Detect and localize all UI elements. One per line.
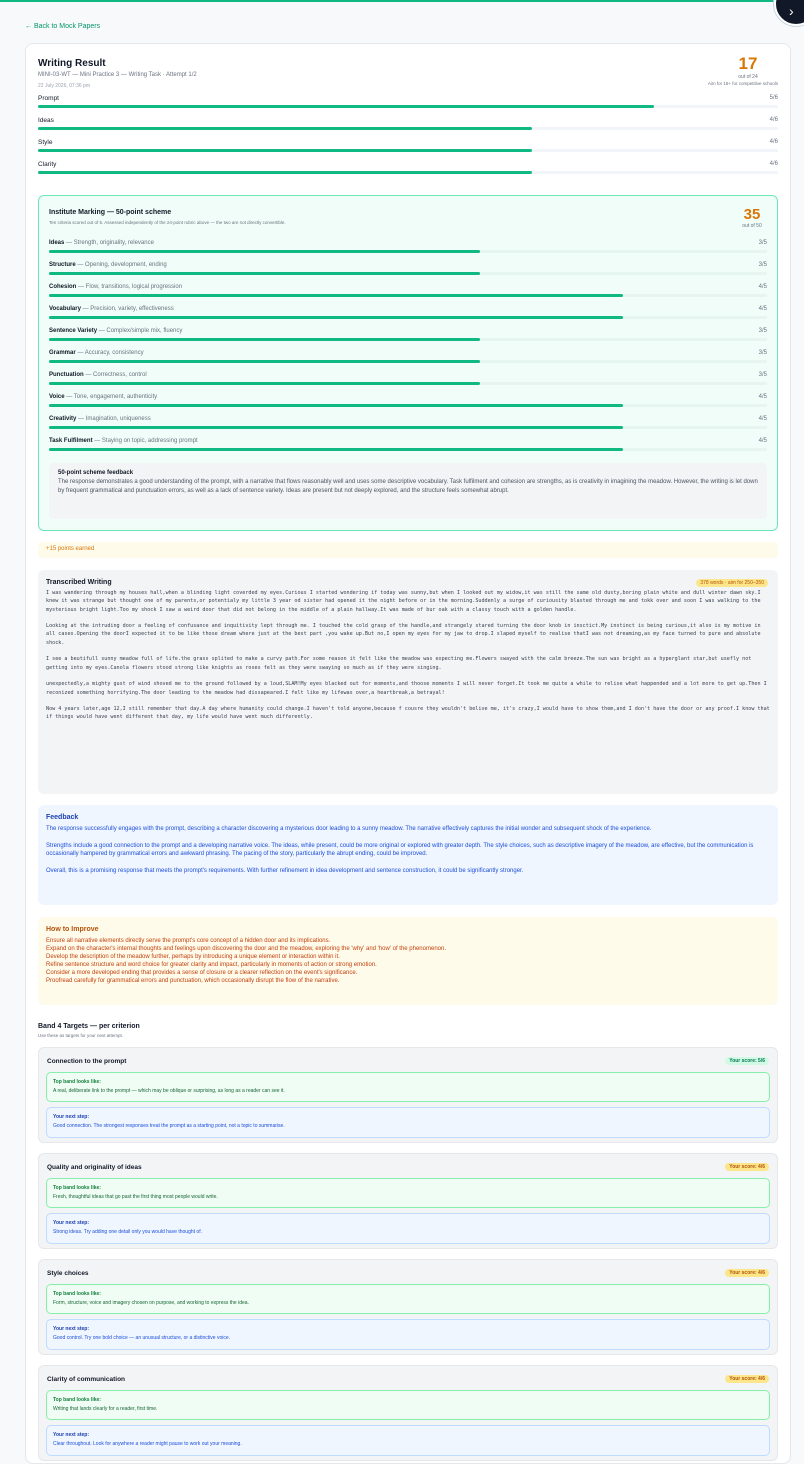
institute-criterion-name: Cohesion — [49, 284, 77, 290]
institute-criterion-name: Sentence Variety — [49, 328, 98, 334]
target-score-badge: Your score: 5/6 — [725, 1057, 769, 1065]
institute-score — [737, 206, 767, 229]
criterion-score: 4/6 — [769, 161, 778, 167]
institute-criterion-name: Grammar — [49, 350, 76, 356]
result-card — [25, 43, 791, 1464]
criterion-bar-track — [38, 105, 778, 108]
top-band-box — [46, 1072, 770, 1102]
feedback-heading: Feedback — [46, 814, 79, 821]
score-value: 17 — [738, 54, 758, 73]
top-band-label: Top band looks like: — [53, 1397, 101, 1403]
institute-criterion-desc: — Tone, engagement, authenticity — [66, 394, 158, 400]
institute-criterion-row — [49, 240, 767, 262]
criterion-bar-track — [38, 149, 778, 152]
institute-bar-fill — [49, 448, 623, 451]
top-band-text: A real, deliberate link to the prompt — which may be oblique or surprising, as long as a reader can see it. — [53, 1088, 285, 1094]
institute-score-value: 35 — [743, 206, 761, 223]
improve-item: Expand on the character's internal thoughts and feelings upon discovering the door and the meadow, exploring the 'why' and 'how' of the phenomenon. — [46, 946, 446, 952]
next-step-box — [46, 1213, 770, 1244]
institute-bar-fill — [49, 316, 623, 319]
target-card — [38, 1047, 778, 1143]
institute-score-out-of: out of 50 — [742, 223, 762, 229]
institute-criterion-name: Punctuation — [49, 372, 84, 378]
institute-criterion-label — [49, 262, 167, 268]
feedback-paragraph: Overall, this is a promising response that meets the prompt's requirements. With further refinement in idea development and sentence construction, it could be significantly stronger. — [46, 867, 524, 874]
target-score-badge: Your score: 4/6 — [725, 1163, 769, 1171]
institute-criterion-score: 3/5 — [758, 372, 767, 378]
criterion-label: Prompt — [38, 95, 59, 102]
institute-bar-fill — [49, 360, 480, 363]
criterion-label: Clarity — [38, 161, 57, 168]
criterion-label: Style — [38, 139, 53, 146]
next-step-text: Good control. Try one bold choice — an unusual structure, or a distinctive voice. — [53, 1335, 231, 1341]
institute-criterion-label — [49, 416, 151, 422]
institute-criterion-name: Ideas — [49, 240, 65, 246]
institute-criterion-name: Voice — [49, 394, 65, 400]
institute-criterion-desc: — Opening, development, ending — [77, 262, 167, 268]
institute-criterion-name: Creativity — [49, 416, 77, 422]
top-band-box — [46, 1284, 770, 1314]
institute-bar-track — [49, 426, 767, 429]
institute-criterion-label — [49, 394, 157, 400]
next-step-box — [46, 1107, 770, 1138]
target-card — [38, 1259, 778, 1355]
institute-criterion-label — [49, 240, 154, 246]
criterion-bar-track — [38, 127, 778, 130]
top-band-label: Top band looks like: — [53, 1291, 101, 1297]
institute-criterion-score: 4/5 — [758, 306, 767, 312]
institute-criterion-label — [49, 350, 144, 356]
result-header — [38, 54, 778, 183]
total-score — [708, 54, 778, 86]
next-step-text: Strong ideas. Try adding one detail only you would have thought of. — [53, 1229, 202, 1235]
top-band-box — [46, 1178, 770, 1208]
target-card — [38, 1365, 778, 1461]
criteria-list — [38, 95, 778, 183]
institute-criterion-name: Task Fulfilment — [49, 438, 93, 444]
band4-subheading: Use these as targets for your next attempt. — [38, 1033, 124, 1038]
institute-criterion-score: 4/5 — [758, 394, 767, 400]
transcribed-text — [46, 589, 770, 722]
institute-criterion-row — [49, 262, 767, 284]
institute-bar-track — [49, 448, 767, 451]
criterion-bar-fill — [38, 171, 532, 174]
points-earned-banner: +15 points earned — [38, 542, 778, 558]
institute-marking-panel — [38, 195, 778, 531]
institute-criterion-label — [49, 306, 174, 312]
criterion-bar-fill — [38, 149, 532, 152]
transcribed-paragraph: unexpectedly,a mighty gust of wind shoved me to the ground followed by a loud,SLAM!My eyes blacked out for moments,and thoose moments I will never forget.It took me quite a while to relise what happended and a lot more to get up.Then I reconized something horrifying.The door leading to the meadow had dissapeared.I felt like my lifewas over,a heartbreak,a betrayal! — [46, 681, 767, 696]
institute-criterion-desc: — Precision, variety, effectiveness — [82, 306, 174, 312]
institute-description: Ten criteria scored out of 5. Assessed independently of the 24-point rubric above — the two are not directly convertible. — [49, 220, 286, 225]
next-step-text: Clear throughout. Look for anywhere a reader might pause to work out your meaning. — [53, 1441, 242, 1447]
criterion-bar-track — [38, 171, 778, 174]
criterion-row — [38, 95, 778, 117]
feedback-paragraph: Strengths include a good connection to the prompt and a developing narrative voice. The ideas, while present, could be more original or explored with greater depth. The style choices, such as descriptive imagery of the meadow, are effective, but the communication is occasionally hampered by grammatical errors and awkward phrasing. The pacing of the story, particularly the abrupt ending, could be improved. — [46, 842, 754, 857]
institute-criterion-label — [49, 284, 182, 290]
transcribed-heading: Transcribed Writing — [46, 579, 112, 586]
institute-bar-track — [49, 338, 767, 341]
next-step-label: Your next step: — [53, 1326, 90, 1332]
institute-criterion-name: Structure — [49, 262, 76, 268]
institute-criterion-desc: — Strength, originality, relevance — [66, 240, 154, 246]
institute-criterion-score: 4/5 — [758, 416, 767, 422]
institute-criterion-score: 3/5 — [758, 350, 767, 356]
band4-heading: Band 4 Targets — per criterion — [38, 1023, 140, 1030]
criterion-label: Ideas — [38, 117, 54, 124]
feedback-text — [46, 825, 770, 875]
arrow-right-icon: › — [789, 3, 794, 19]
institute-criterion-desc: — Staying on topic, addressing prompt — [94, 438, 198, 444]
criterion-row — [38, 161, 778, 183]
institute-criterion-desc: — Accuracy, consistency — [77, 350, 144, 356]
improve-heading: How to Improve — [46, 926, 99, 933]
transcribed-paragraph: Looking at the intruding door a feeling of confusance and inquitivity lept through me. I touched the cold grasp of the handle,and strangely stared turning the door knob in insctict.My instinct is being curious,it also is my motive in all cases.Opening the doorI expected it to be like those dream where just at the best part ,you wake up.But no,I open my eyes for my jaw to drop.I slaped myself to realise thatI was not dreaming,as my face turned to pure and absolute shock. — [46, 623, 761, 646]
institute-feedback-text: The response demonstrates a good understanding of the prompt, with a narrative that flows reasonably well and uses some descriptive vocabulary. Task fulfilment and cohesion are strengths, as is creativity in imagining the meadow. However, the writing is let down by frequent grammatical and punctuation errors, as well as a lack of sentence variety. Ideas are present but not deeply explored, and the structure feels somewhat abrupt. — [58, 479, 758, 494]
target-score-badge: Your score: 4/6 — [725, 1375, 769, 1383]
institute-feedback-box — [49, 463, 767, 519]
transcribed-paragraph: I was wandering through my houses hall,when a blinding light coverded my eyes.Curious I started wondering if today was sunny,but when I looked out my widow,it was still the same old dusty,boring plain white and dull winter dawn sky.I knew it was strange but thought one of my parents,or potentialy my little 3 year od sister had opened it the night before or in the morning.Suddenly a surge of curiousity blasted through me and tokk over and soon I was walking to the mysterious bright light.Too my shock I saw a weird door that did not belong in the middle of a plain hallway.It was made of bur oak with a classy touch with a golden handle. — [46, 590, 761, 613]
target-card — [38, 1153, 778, 1249]
criterion-score: 4/6 — [769, 139, 778, 145]
criterion-bar-fill — [38, 127, 532, 130]
institute-bar-track — [49, 294, 767, 297]
institute-bar-track — [49, 250, 767, 253]
institute-criterion-row — [49, 438, 767, 460]
top-band-text: Form, structure, voice and imagery chosen on purpose, and working to express the idea. — [53, 1300, 249, 1306]
institute-bar-track — [49, 360, 767, 363]
improve-item: Consider a more developed ending that provides a sense of closure or a clearer reflection on the event's significance. — [46, 970, 358, 976]
next-step-label: Your next step: — [53, 1432, 90, 1438]
transcribed-writing-panel — [38, 570, 778, 794]
improve-item: Proofread carefully for grammatical errors and punctuation, which occasionally disrupt the flow of the narrative. — [46, 978, 340, 984]
institute-criterion-row — [49, 394, 767, 416]
institute-bar-fill — [49, 426, 623, 429]
next-step-label: Your next step: — [53, 1114, 90, 1120]
institute-criterion-score: 3/5 — [758, 328, 767, 334]
next-step-text: Good connection. The strongest responses treat the prompt as a starting point, not a topic to summarise. — [53, 1123, 285, 1129]
target-score-badge: Your score: 4/6 — [725, 1269, 769, 1277]
top-accent-line — [0, 0, 804, 2]
institute-bar-fill — [49, 250, 480, 253]
institute-criteria-list — [49, 240, 767, 460]
how-to-improve-panel — [38, 917, 778, 1005]
institute-criterion-row — [49, 328, 767, 350]
institute-criterion-row — [49, 416, 767, 438]
institute-criterion-desc: — Correctness, control — [85, 372, 147, 378]
next-step-box — [46, 1425, 770, 1456]
paper-subtitle: MINI-03-WT — Mini Practice 3 — Writing Task · Attempt 1/2 — [38, 72, 197, 78]
criterion-bar-fill — [38, 105, 654, 108]
institute-criterion-score: 4/5 — [758, 284, 767, 290]
top-band-label: Top band looks like: — [53, 1185, 101, 1191]
next-step-label: Your next step: — [53, 1220, 90, 1226]
transcribed-paragraph: I see a beutifull sunny meadow full of life.the grass splited to make a curvy path.For some reason it felt like the meadow was expecting me.Flowers swayed with the calm breeze.The sun was bright as a hyperglant star,but usefly not getting into my eyes.Canola flowers stood strong like knights as roses felt as they were swaying so much as if they were singing. — [46, 656, 752, 671]
institute-bar-fill — [49, 338, 480, 341]
top-band-text: Fresh, thoughtful ideas that go past the first thing most people would write. — [53, 1194, 218, 1200]
institute-bar-track — [49, 382, 767, 385]
feedback-paragraph: The response successfully engages with the prompt, describing a character discovering a mysterious door leading to a sunny meadow. The narrative effectively captures the initial wonder and subsequent shock of the experience. — [46, 826, 652, 832]
criterion-score: 5/6 — [769, 95, 778, 101]
institute-bar-fill — [49, 272, 480, 275]
word-count-badge: 378 words · aim for 250–350 — [696, 579, 768, 587]
institute-criterion-desc: — Complex/simple mix, fluency — [98, 328, 183, 334]
institute-bar-fill — [49, 382, 480, 385]
institute-bar-track — [49, 404, 767, 407]
back-link[interactable]: ← Back to Mock Papers — [25, 23, 101, 30]
page-title: Writing Result — [38, 58, 106, 69]
institute-criterion-label — [49, 438, 198, 444]
next-arrow-button[interactable] — [774, 0, 804, 26]
improve-item: Refine sentence structure and word choice for greater clarity and impact, particularly in moments of action or strong emotion. — [46, 962, 377, 968]
institute-criterion-row — [49, 350, 767, 372]
institute-criterion-label — [49, 372, 147, 378]
institute-title: Institute Marking — 50-point scheme — [49, 209, 172, 216]
attempt-date: 22 July 2026, 07:36 pm — [38, 83, 90, 89]
institute-bar-fill — [49, 404, 623, 407]
institute-criterion-row — [49, 284, 767, 306]
criterion-row — [38, 117, 778, 139]
improve-list — [46, 937, 770, 985]
improve-item: Develop the description of the meadow further, perhaps by introducing a unique element or interaction within it. — [46, 954, 340, 960]
institute-bar-track — [49, 316, 767, 319]
institute-criterion-label — [49, 328, 182, 334]
top-band-box — [46, 1390, 770, 1420]
target-title: Clarity of communication — [47, 1376, 126, 1383]
institute-bar-fill — [49, 294, 623, 297]
institute-feedback-heading: 50-point scheme feedback — [58, 470, 134, 476]
next-step-box — [46, 1319, 770, 1350]
institute-criterion-row — [49, 306, 767, 328]
institute-criterion-desc: — Imagination, uniqueness — [78, 416, 151, 422]
transcribed-paragraph: Now 4 years later,age 12,I still remember that day.A day where humanity could change.I haven't told anyone,because f cousre they wouldn't belive me, it's crazy,I would have to show them,and I don't have the door or any proof.I know that if things would have went different that day, my life would have went much differently. — [46, 706, 770, 721]
improve-item: Ensure all narrative elements directly serve the prompt's core concept of a hidden door and its implications. — [46, 938, 331, 944]
institute-bar-track — [49, 272, 767, 275]
target-title: Connection to the prompt — [47, 1058, 127, 1065]
feedback-panel — [38, 805, 778, 905]
institute-criterion-score: 3/5 — [758, 262, 767, 268]
target-title: Style choices — [47, 1270, 89, 1277]
top-band-label: Top band looks like: — [53, 1079, 101, 1085]
top-band-text: Writing that lands clearly for a reader, first time. — [53, 1406, 158, 1412]
criterion-row — [38, 139, 778, 161]
criterion-score: 4/6 — [769, 117, 778, 123]
score-out-of: out of 24 — [738, 74, 758, 80]
institute-criterion-score: 3/5 — [758, 240, 767, 246]
institute-criterion-score: 4/5 — [758, 438, 767, 444]
target-title: Quality and originality of ideas — [47, 1164, 142, 1171]
score-aim: Aim for 18+ for competitive schools — [707, 81, 778, 86]
institute-criterion-row — [49, 372, 767, 394]
institute-criterion-name: Vocabulary — [49, 306, 81, 312]
institute-criterion-desc: — Flow, transitions, logical progression — [78, 284, 183, 290]
